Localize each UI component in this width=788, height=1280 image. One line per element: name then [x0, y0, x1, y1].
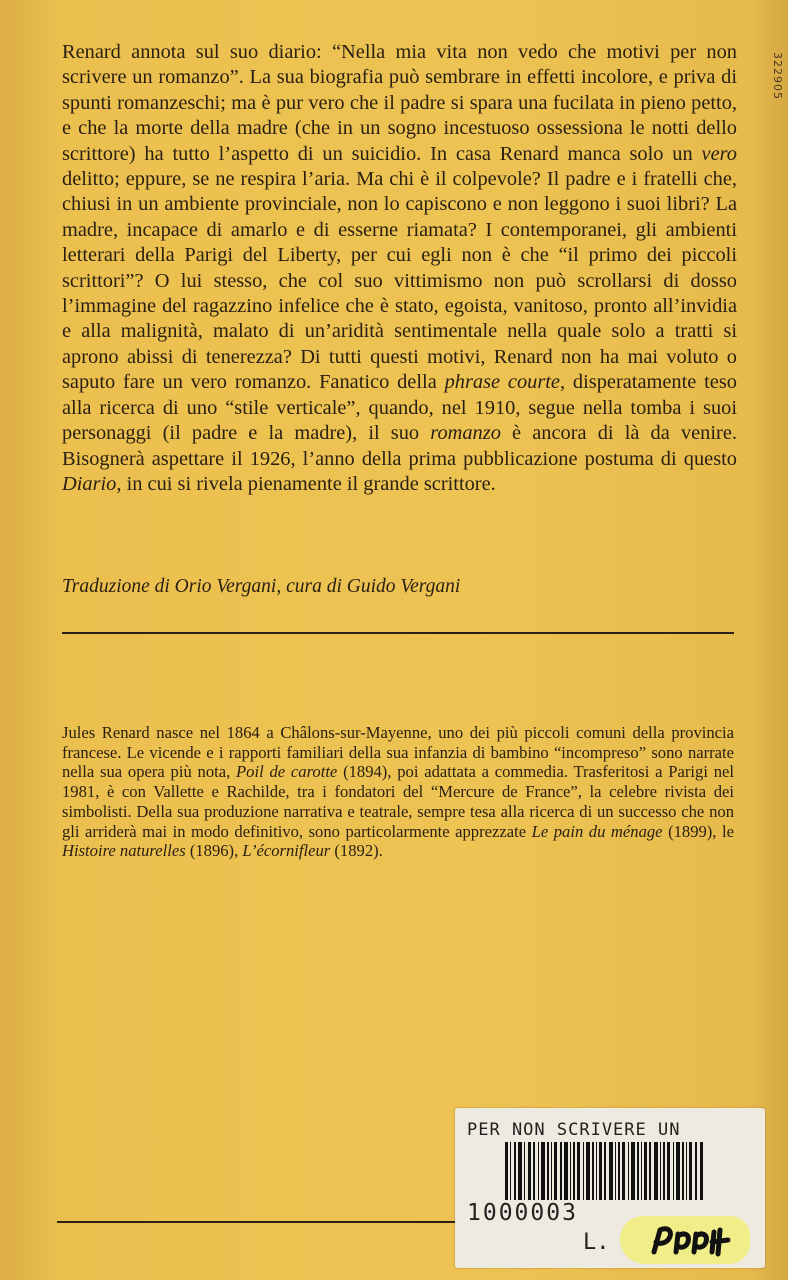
bio-emphasis: L’écornifleur	[242, 841, 331, 861]
bio-segment: (1899), le	[662, 821, 734, 841]
bio-segment: (1896),	[185, 841, 243, 861]
synopsis-emphasis: phrase courte	[444, 371, 560, 394]
translation-credit: Traduzione di Orio Vergani, cura di Guido Vergani	[62, 576, 461, 597]
bio-emphasis: Le pain du ménage	[531, 821, 663, 841]
sticker-title: PER NON SCRIVERE UN	[467, 1120, 681, 1140]
bio-emphasis: Poil de carotte	[236, 762, 338, 782]
divider-bottom	[57, 1221, 457, 1223]
synopsis-emphasis: Diario	[62, 472, 117, 495]
handwritten-price-icon	[648, 1222, 738, 1260]
edge-code: 322905	[771, 52, 784, 100]
bio-emphasis: Histoire naturelles	[62, 841, 186, 861]
synopsis-paragraph	[62, 40, 737, 497]
author-bio	[62, 723, 734, 861]
barcode-number: 1000003	[467, 1200, 578, 1226]
bio-segment: (1894), poi adattata a commedia. Trasferitosi a Parigi nel 1981, è con Vallette e Rachilde, tra i fondatori del “Mercure de France”, la celebre rivista dei simbolisti. Della sua produzione narrativa e teatrale, sempre tesa alla ricerca di un successo che non gli arriderà mai in modo definitivo, sono particolarmente apprezzate	[62, 762, 734, 841]
synopsis-segment: delitto; eppure, se ne respira l’aria. Ma chi è il colpevole? Il padre e i fratelli che, chiusi in un ambiente provinciale, non lo capiscono e non leggono i suoi libri? La madre, incapace di amarlo e di esserne riamata? I contemporanei, gli ambienti letterari della Parigi del Liberty, per cui egli non è che “il primo dei piccoli scrittori”? O lui stesso, che col suo vittimismo non può scrollarsi di dosso l’immagine del ragazzino infelice che è stato, egoista, vanitoso, pronto all’invidia e alla malignità, malato di un’aridità sentimentale nella quale solo a tratti si aprono abissi di tenerezza? Di tutti questi motivi, Renard non ha mai voluto o saputo fare un vero romanzo. Fanatico della	[62, 168, 737, 394]
synopsis-segment: , disperatamente teso alla ricerca di uno “stile verticale”, quando, nel 1910, segue nella tomba i suoi personaggi (il padre e la madre), il suo	[62, 371, 737, 445]
divider-top	[62, 632, 734, 634]
bio-segment: (1892).	[330, 841, 383, 861]
synopsis-emphasis: romanzo	[430, 422, 501, 445]
price-tag	[620, 1216, 750, 1264]
synopsis-segment: è ancora di là da venire. Bisognerà aspettare il 1926, l’anno della prima pubblicazione postuma di questo	[62, 422, 737, 470]
synopsis-text	[62, 40, 737, 497]
bio-segment: Jules Renard nasce nel 1864 a Châlons-sur-Mayenne, uno dei più piccoli comuni della provincia francese. Le vicende e i rapporti familiari della sua infanzia di bambino “incompreso” sono narrate nella sua opera più nota,	[62, 723, 734, 782]
synopsis-emphasis: vero	[701, 142, 737, 165]
library-barcode-sticker	[455, 1108, 765, 1268]
synopsis-segment: , in cui si rivela pienamente il grande scrittore.	[116, 472, 496, 495]
barcode-icon	[505, 1142, 705, 1200]
synopsis-segment: Renard annota sul suo diario: “Nella mia vita non vedo che motivi per non scrivere un romanzo”. La sua biografia può sembrare in effetti incolore, e priva di spunti romanzeschi; ma è pur vero che il padre si spara una fucilata in pieno petto, e che la morte della madre (che in un sogno incestuoso ossessiona le notti dello scrittore) ha tutto l’aspetto di un suicidio. In casa Renard manca solo un	[62, 41, 737, 165]
sticker-letter: L.	[583, 1230, 610, 1255]
